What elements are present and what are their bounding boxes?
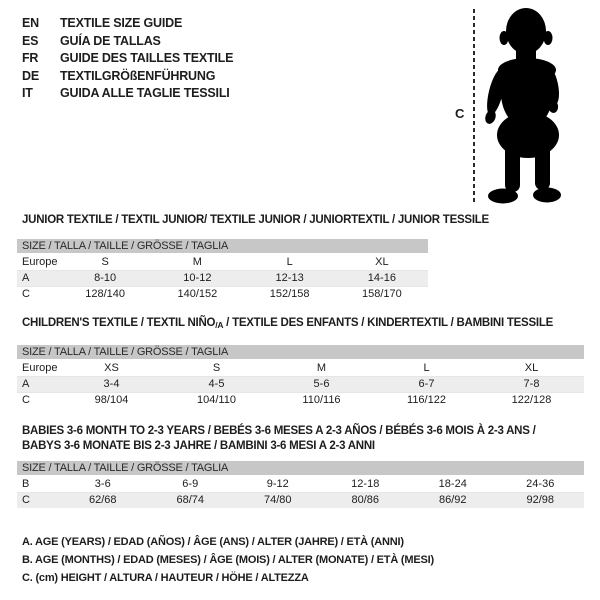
section-title	[17, 424, 584, 454]
language-row	[22, 68, 233, 86]
size-value-cell: M	[316, 362, 327, 374]
babies-textile-section	[17, 424, 584, 508]
row-label: B	[22, 478, 30, 490]
size-value-cell: 62/68	[88, 494, 117, 506]
guide-title: GUIDA ALLE TAGLIE TESSILI	[60, 86, 230, 101]
guide-title: TEXTILE SIZE GUIDE	[60, 16, 183, 30]
size-value-cell: L	[423, 362, 430, 374]
junior-size-table-body	[17, 254, 428, 302]
baby-silhouette-icon	[483, 7, 571, 205]
size-value-cell: XL	[524, 362, 539, 374]
size-value-cell: M	[192, 256, 202, 268]
size-value-cell: 4-5	[208, 378, 225, 390]
size-value-cell: 12-18	[351, 478, 380, 490]
babies-size-table	[17, 461, 584, 508]
section-title-subscript: /A	[215, 320, 224, 330]
size-value-cell: 3-6	[94, 478, 111, 490]
size-value-cell: 140/152	[177, 288, 218, 300]
height-measure-line	[473, 9, 475, 205]
size-value-cell: 18-24	[438, 478, 467, 490]
size-value-cell: 110/116	[302, 394, 341, 406]
size-value-cell: 9-12	[266, 478, 289, 490]
size-value-cell: S	[101, 256, 109, 268]
language-code: FR	[22, 51, 39, 66]
language-row	[22, 50, 233, 68]
size-value-cell: 74/80	[263, 494, 292, 506]
guide-title: GUÍA DE TALLAS	[60, 33, 161, 48]
table-row	[17, 476, 584, 493]
row-label: A	[22, 378, 30, 390]
size-value-cell: XS	[104, 362, 119, 374]
language-row	[22, 15, 233, 33]
children-size-table	[17, 345, 584, 408]
language-code: ES	[22, 33, 39, 48]
size-value-cell: 68/74	[176, 494, 205, 506]
row-label: Europe	[22, 256, 58, 268]
row-label: C	[22, 494, 30, 506]
size-value-cell: 158/170	[361, 288, 402, 300]
babies-size-table-body	[17, 476, 584, 508]
language-row	[22, 33, 233, 51]
size-value-cell: 7-8	[523, 378, 540, 390]
children-size-table-body	[17, 360, 584, 408]
size-value-cell: 14-16	[367, 272, 396, 284]
section-title-line2: BABYS 3-6 MONATE BIS 2-3 JAHRE / BAMBINI 3-6 MESI A 2-3 ANNI	[22, 440, 375, 452]
size-value-cell: 116/122	[407, 394, 446, 406]
table-row	[17, 377, 584, 393]
size-value-cell: 12-13	[275, 272, 304, 284]
section-title	[17, 316, 584, 333]
language-code: EN	[22, 16, 39, 30]
row-label: Europe	[22, 362, 58, 374]
section-title-text: / TEXTILE DES ENFANTS / KINDERTEXTIL / BAMBINI TESSILE	[223, 317, 554, 329]
size-value-cell: 6-9	[182, 478, 199, 490]
size-value-cell: XL	[375, 256, 389, 268]
footnote-b: B. AGE (MONTHS) / EDAD (MESES) / ÂGE (MOIS) / ALTER (MONATE) / ETÀ (MESI)	[22, 554, 434, 567]
size-value-cell: 152/158	[269, 288, 310, 300]
table-row	[17, 287, 428, 303]
size-value-cell: 86/92	[438, 494, 467, 506]
size-value-cell: 104/110	[197, 394, 236, 406]
size-value-cell: 10-12	[183, 272, 212, 284]
table-row	[17, 254, 428, 271]
junior-size-table	[17, 239, 428, 302]
size-value-cell: S	[212, 362, 221, 374]
size-value-cell: 8-10	[94, 272, 117, 284]
guide-title: GUIDE DES TAILLES TEXTILE	[60, 51, 234, 66]
size-value-cell: 5-6	[313, 378, 330, 390]
guide-title: TEXTILGRÖßENFÜHRUNG	[60, 68, 216, 83]
size-value-cell: L	[286, 256, 293, 268]
size-value-cell: 98/104	[94, 394, 129, 406]
section-title-text: CHILDREN'S TEXTILE / TEXTIL NIÑO	[22, 317, 216, 329]
footnote-c: C. (cm) HEIGHT / ALTURA / HAUTEUR / HÖHE / ALTEZZA	[22, 572, 309, 585]
footnotes	[22, 533, 434, 588]
size-value-cell: 6-7	[418, 378, 435, 390]
size-value-cell: 122/128	[511, 394, 552, 406]
size-header-bar: SIZE / TALLA / TAILLE / GRÖSSE / TAGLIA	[17, 345, 584, 360]
language-title-list	[22, 15, 233, 103]
table-row	[17, 493, 584, 509]
children-textile-section	[17, 316, 584, 408]
size-value-cell: 128/140	[85, 288, 125, 300]
junior-textile-section	[17, 213, 489, 302]
row-label: A	[22, 272, 30, 284]
row-label: C	[22, 394, 30, 406]
height-measure-label: C	[455, 106, 465, 121]
section-title: JUNIOR TEXTILE / TEXTIL JUNIOR/ TEXTILE JUNIOR / JUNIORTEXTIL / JUNIOR TESSILE	[22, 214, 489, 226]
size-value-cell: 24-36	[526, 478, 555, 490]
size-value-cell: 80/86	[351, 494, 380, 506]
language-code: IT	[22, 86, 33, 101]
size-value-cell: 92/98	[526, 494, 555, 506]
row-label: C	[22, 288, 30, 300]
language-row	[22, 85, 233, 103]
table-row	[17, 393, 584, 409]
size-header-bar: SIZE / TALLA / TAILLE / GRÖSSE / TAGLIA	[17, 461, 584, 476]
footnote-a: A. AGE (YEARS) / EDAD (AÑOS) / ÂGE (ANS) / ALTER (JAHRE) / ETÀ (ANNI)	[22, 536, 404, 548]
section-title-line1: BABIES 3-6 MONTH TO 2-3 YEARS / BEBÉS 3-6 MESES A 2-3 AÑOS / BÉBÉS 3-6 MOIS À 2-3 ANS /	[22, 425, 536, 437]
language-code: DE	[22, 68, 39, 83]
size-header-bar: SIZE / TALLA / TAILLE / GRÖSSE / TAGLIA	[17, 239, 428, 254]
table-row	[17, 271, 428, 287]
table-row	[17, 360, 584, 377]
size-value-cell: 3-4	[103, 378, 120, 390]
